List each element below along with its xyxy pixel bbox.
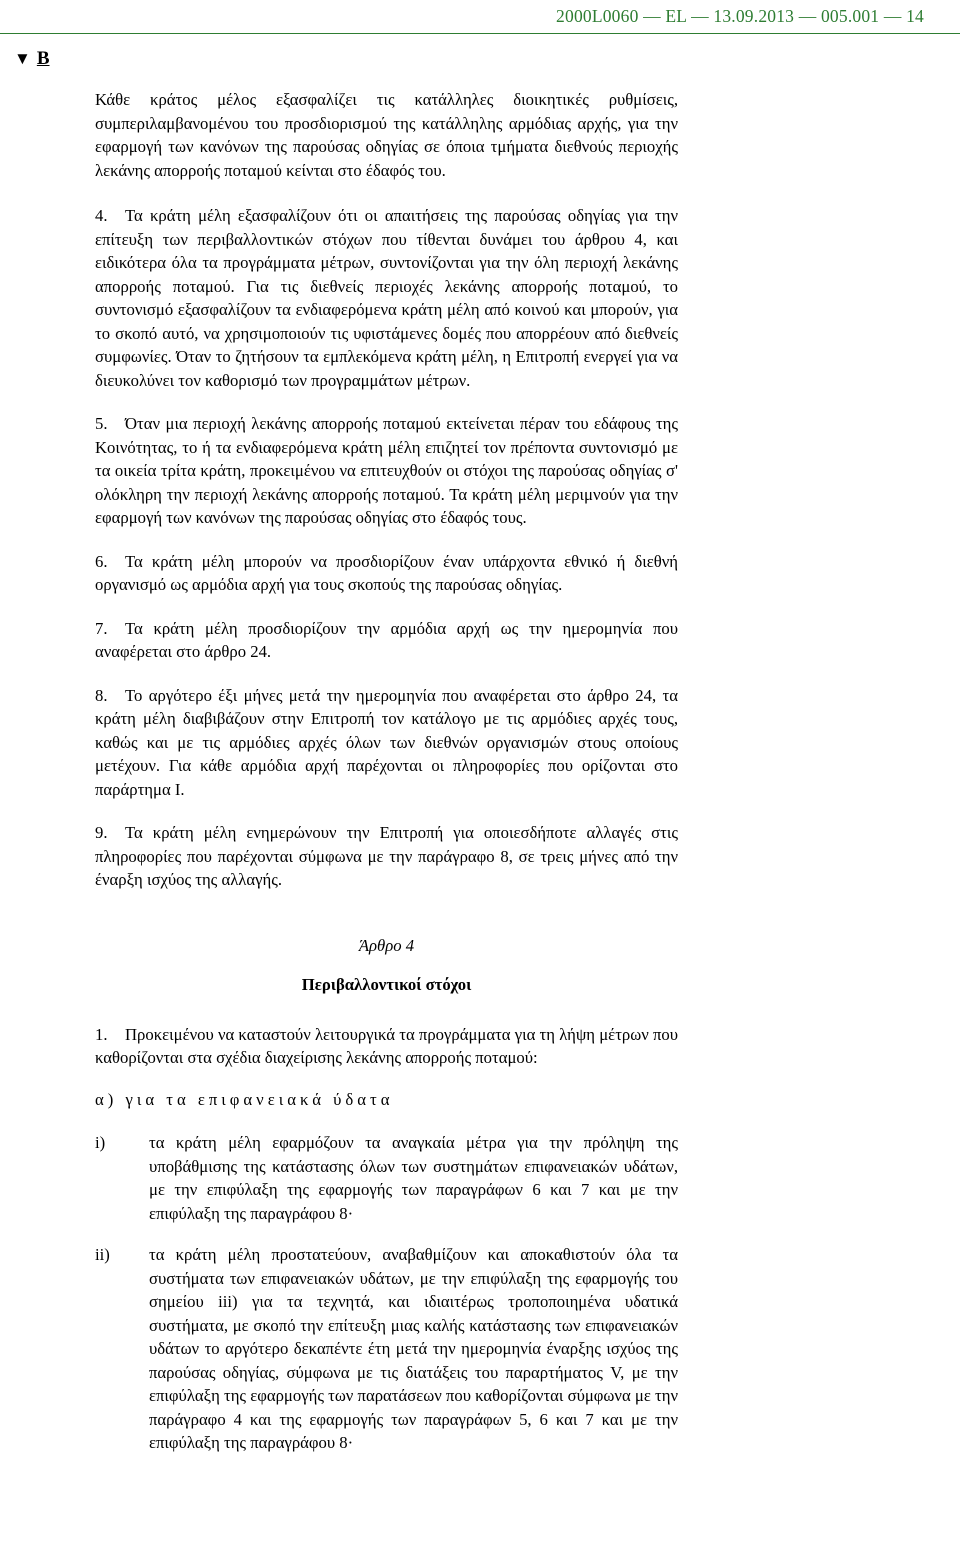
paragraph-number: 4.: [95, 206, 108, 225]
subsection-heading-a: α) για τα επιφανειακά ύδατα: [95, 1089, 394, 1109]
paragraph-9: [95, 821, 678, 892]
paragraph-5: [95, 412, 678, 530]
paragraph-text: Τα κράτη μέλη εξασφαλίζουν ότι οι απαιτήσεις της παρούσας οδηγίας για την επίτευξη των περιβαλλοντικών στόχων που τίθενται δυνάμει του άρθρου 4, και ειδικότερα όλα τα προγράμματα μέτρων, συντονίζονται για την όλη περιοχή λεκάνης απορροής ποταμού. Για τις διεθνείς περιοχές λεκάνης απορροής ποταμού, το συντονισμό εξασφαλίζουν τα ενδιαφερόμενα κράτη μέλη από κοινού και μπορούν, για το σκοπό αυτό, να χρησιμοποιούν τις υφιστάμενες δομές που απορρέουν από διεθνείς συμφωνίες. Όταν το ζητήσουν τα εμπλεκόμενα κράτη μέλη, η Επιτροπή ενεργεί για να διευκολύνει τον καθορισμό των προγραμμάτων μέτρων.: [95, 206, 678, 390]
article-title: Περιβαλλοντικοί στόχοι: [301, 975, 472, 994]
marker-label: B: [36, 48, 50, 69]
sub-item-label: ii): [95, 1245, 110, 1264]
paragraph-6: [95, 550, 678, 597]
article-paragraph-1: [95, 1023, 678, 1070]
paragraph-text: Το αργότερο έξι μήνες μετά την ημερομηνία που αναφέρεται στο άρθρο 24, τα κράτη μέλη διαβιβάζουν στην Επιτροπή τον κατάλογο με τις αρμόδιες αρχές τους, καθώς και με τις αρμόδιες αρχές όλων των διεθνών οργανισμών στους οποίους μετέχουν. Για κάθε αρμόδια αρχή παρέχονται οι πληροφορίες που ορίζονται στο παράρτημα I.: [95, 685, 678, 799]
paragraph-number: 1.: [95, 1024, 108, 1044]
sub-item-ii: [95, 1243, 678, 1455]
consolidation-marker: [14, 48, 50, 70]
sub-item-label: i): [95, 1133, 106, 1152]
sub-item-i: [95, 1131, 678, 1225]
paragraph-number: 6.: [95, 551, 108, 571]
document-header: 2000L0060 — EL — 13.09.2013 — 005.001 — 14: [556, 6, 924, 26]
sub-item-text: τα κράτη μέλη εφαρμόζουν τα αναγκαία μέτρα για την πρόληψη της υποβάθμισης της κατάστασης όλων των συστημάτων επιφανειακών υδάτων, με την επιφύλαξη της εφαρμογής των παραγράφων 6 και 7 και με την επιφύλαξη της παραγράφου 8·: [149, 1133, 678, 1223]
paragraph-7: [95, 617, 678, 664]
sub-item-text: τα κράτη μέλη προστατεύουν, αναβαθμίζουν και αποκαθιστούν όλα τα συστήματα των επιφανειακών υδάτων, με την επιφύλαξη της εφαρμογής του σημείου iii) για τα τεχνητά, και ιδιαιτέρως τροποποιημένα υδατικά συστήματα, με σκοπό την επίτευξη μιας καλής κατάστασης των επιφανειακών υδάτων το αργότερο δεκαπέντε έτη μετά την ημερομηνία έναρξης ισχύος της παρούσας οδηγίας, σύμφωνα με τις διατάξεις του παραρτήματος V, με την επιφύλαξη της εφαρμογής των παρατάσεων που καθορίζονται σύμφωνα με την παράγραφο 4 και της εφαρμογής των παραγράφων 5, 6 και 7 και με την επιφύλαξη της παραγράφου 8·: [149, 1245, 678, 1452]
paragraph-4: [95, 204, 678, 392]
article-heading: Άρθρο 4: [358, 935, 415, 955]
paragraph-text: Τα κράτη μέλη μπορούν να προσδιορίζουν έναν υπάρχοντα εθνικό ή διεθνή οργανισμό ως αρμόδια αρχή για τους σκοπούς της παρούσας οδηγίας.: [95, 551, 678, 594]
document-body: [95, 88, 678, 1473]
header-rule: [0, 33, 960, 34]
paragraph-8: [95, 684, 678, 802]
paragraph-number: 7.: [95, 618, 108, 638]
paragraph-text: Όταν μια περιοχή λεκάνης απορροής ποταμού εκτείνεται πέραν του εδάφους της Κοινότητας, το ή τα ενδιαφερόμενα κράτη μέλη επιζητεί τον πρέποντα συντονισμό με τα οικεία τρίτα κράτη, προκειμένου να επιτευχθούν οι στόχοι της παρούσας οδηγίας σ' ολόκληρη την περιοχή λεκάνης απορροής ποταμού. Τα κράτη μέλη μεριμνούν για την εφαρμογή των κανόνων της παρούσας οδηγίας στο έδαφός τους.: [95, 414, 678, 527]
intro-paragraph: Κάθε κράτος μέλος εξασφαλίζει τις κατάλληλες διοικητικές ρυθμίσεις, συμπεριλαμβανομένου του προσδιορισμού της κατάλληλης αρμόδιας αρχής, για την εφαρμογή των κανόνων της παρούσας οδηγίας σε όποια τμήματα διεθνούς περιοχής λεκάνης απορροής ποταμού κείνται στο έδαφός του.: [95, 90, 678, 180]
paragraph-text: Τα κράτη μέλη προσδιορίζουν την αρμόδια αρχή ως την ημερομηνία που αναφέρεται στο άρθρο 24.: [95, 618, 678, 661]
paragraph-number: 8.: [95, 685, 108, 705]
paragraph-text: Προκειμένου να καταστούν λειτουργικά τα προγράμματα για τη λήψη μέτρων που καθορίζονται στα σχέδια διαχείρισης λεκάνης απορροής ποταμού:: [95, 1024, 678, 1067]
paragraph-number: 5.: [95, 414, 108, 433]
paragraph-text: Τα κράτη μέλη ενημερώνουν την Επιτροπή για οποιεσδήποτε αλλαγές στις πληροφορίες που παρέχονται σύμφωνα με την παράγραφο 8, σε τρεις μήνες από την έναρξη ισχύος της αλλαγής.: [95, 823, 678, 889]
paragraph-number: 9.: [95, 823, 108, 842]
triangle-down-icon: ▼: [14, 49, 31, 68]
